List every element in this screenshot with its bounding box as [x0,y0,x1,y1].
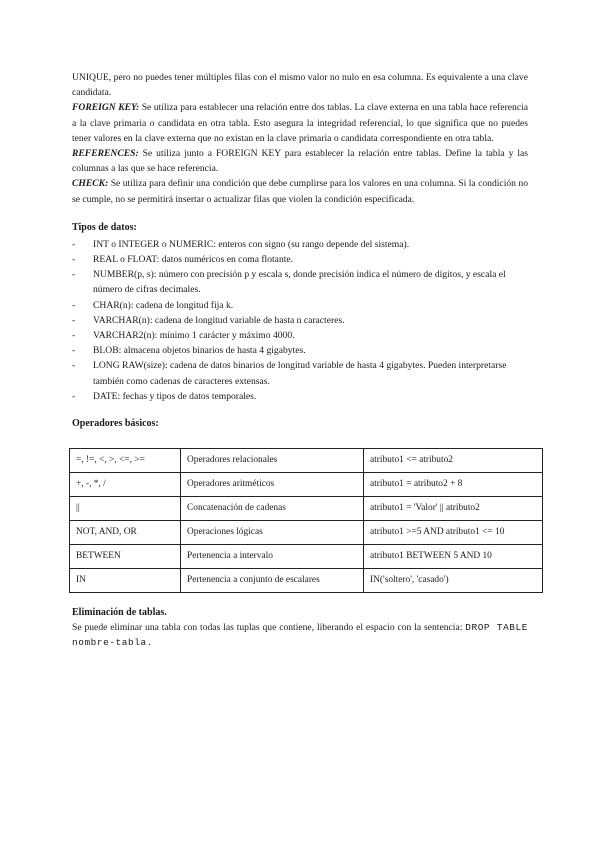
description-cell: Pertenencia a conjunto de escalares [181,569,364,593]
bullet-dash: - [72,269,76,281]
table-row [70,497,543,521]
operator-cell: =, !=, <, >, <=, >= [70,449,181,473]
table-row [70,449,543,473]
unique-paragraph: UNIQUE, pero no puedes tener múltiples filas con el mismo valor no nulo en esa columna. Es equivalente a una clave candidata. [72,72,528,99]
list-item-text: BLOB: almacena objetos binarios de hasta 4 gigabytes. [93,345,306,357]
bullet-dash: - [72,299,76,311]
example-cell: IN('soltero', 'casado') [364,569,543,593]
drop-table-section [72,605,528,650]
foreign-key-text: Se utiliza para establecer una relación entre dos tablas. La clave externa en una tabla hace referencia a la clave primaria o candidata en otra tabla. Esto asegura la integridad referencial, lo que significa que no puedes tener valores en la clave externa que no existan en la clave primaria o candidata correspondiente en otra tabla. [72,102,528,144]
example-cell: atributo1 >=5 AND atributo1 <= 10 [364,521,543,545]
check-keyword: CHECK: [72,178,109,190]
bullet-dash: - [72,238,76,250]
bullet-dash: - [72,330,76,342]
table-row [70,521,543,545]
list-item-text: CHAR(n): cadena de longitud fija k. [93,299,234,311]
bullet-dash: - [72,360,76,372]
list-item-text: REAL o FLOAT: datos numéricos en coma flotante. [93,254,294,266]
operator-cell: NOT, AND, OR [70,521,181,545]
references-text: Se utiliza junto a FOREIGN KEY para establecer la relación entre tablas. Define la tabla y las columnas a las que se hace referencia. [72,148,528,175]
description-cell: Pertenencia a intervalo [181,545,364,569]
list-item [72,237,528,252]
list-item [72,267,528,297]
description-cell: Concatenación de cadenas [181,497,364,521]
example-cell: atributo1 BETWEEN 5 AND 10 [364,545,543,569]
description-cell: Operaciones lógicas [181,521,364,545]
list-item [72,358,528,388]
example-cell: atributo1 = atributo2 + 8 [364,473,543,497]
references-keyword: REFERENCES: [72,148,139,160]
references-paragraph [72,146,528,176]
page-content [72,70,528,650]
list-item [72,313,528,328]
drop-table-heading: Eliminación de tablas. [72,607,167,619]
foreign-key-paragraph [72,100,528,146]
check-text: Se utiliza para definir una condición que debe cumplirse para los valores en una columna. Si la condición no se cumple, no se permitirá insertar o actualizar filas que violen la condición especificada. [72,178,528,205]
list-item [72,252,528,267]
list-item-text: LONG RAW(size): cadena de datos binarios de longitud variable de hasta 4 gigabytes. Pueden interpretarse también como cadenas de caracteres extensas. [93,360,507,387]
bullet-dash: - [72,254,76,266]
example-cell: atributo1 = 'Valor' || atributo2 [364,497,543,521]
operator-cell: BETWEEN [70,545,181,569]
table-row [70,545,543,569]
datatypes-heading: Tipos de datos: [72,221,137,233]
drop-table-code: DROP TABLE nombre-tabla. [72,622,528,649]
operator-cell: +, -, *, / [70,473,181,497]
operators-section [72,416,528,593]
drop-table-text: Se puede eliminar una tabla con todas las tuplas que contiene, liberando el espacio con la sentencia: [72,622,463,634]
operator-cell: || [70,497,181,521]
table-row [70,569,543,593]
operators-table [69,448,543,593]
table-row [70,473,543,497]
check-paragraph [72,176,528,206]
bullet-dash: - [72,314,76,326]
list-item-text: NUMBER(p, s): número con precisión p y escala s, donde precisión indica el número de dígitos, y escala el número de cifras decimales. [93,269,506,296]
list-item-text: INT o INTEGER o NUMERIC: enteros con signo (su rango depende del sistema). [93,238,410,250]
list-item [72,328,528,343]
foreign-key-keyword: FOREIGN KEY: [72,102,140,114]
list-item-text: DATE: fechas y tipos de datos temporales. [93,390,257,402]
list-item-text: VARCHAR2(n): mínimo 1 carácter y máximo 4000. [93,330,295,342]
list-item [72,298,528,313]
bullet-dash: - [72,345,76,357]
description-cell: Operadores aritméticos [181,473,364,497]
list-item [72,389,528,404]
drop-table-paragraph [72,620,528,650]
example-cell: atributo1 <= atributo2 [364,449,543,473]
operators-heading: Operadores básicos: [72,418,159,430]
operator-cell: IN [70,569,181,593]
list-item-text: VARCHAR(n): cadena de longitud variable de hasta n caracteres. [93,314,345,326]
bullet-dash: - [72,390,76,402]
list-item [72,343,528,358]
description-cell: Operadores relacionales [181,449,364,473]
datatypes-list [72,237,528,404]
datatypes-section [72,220,528,404]
